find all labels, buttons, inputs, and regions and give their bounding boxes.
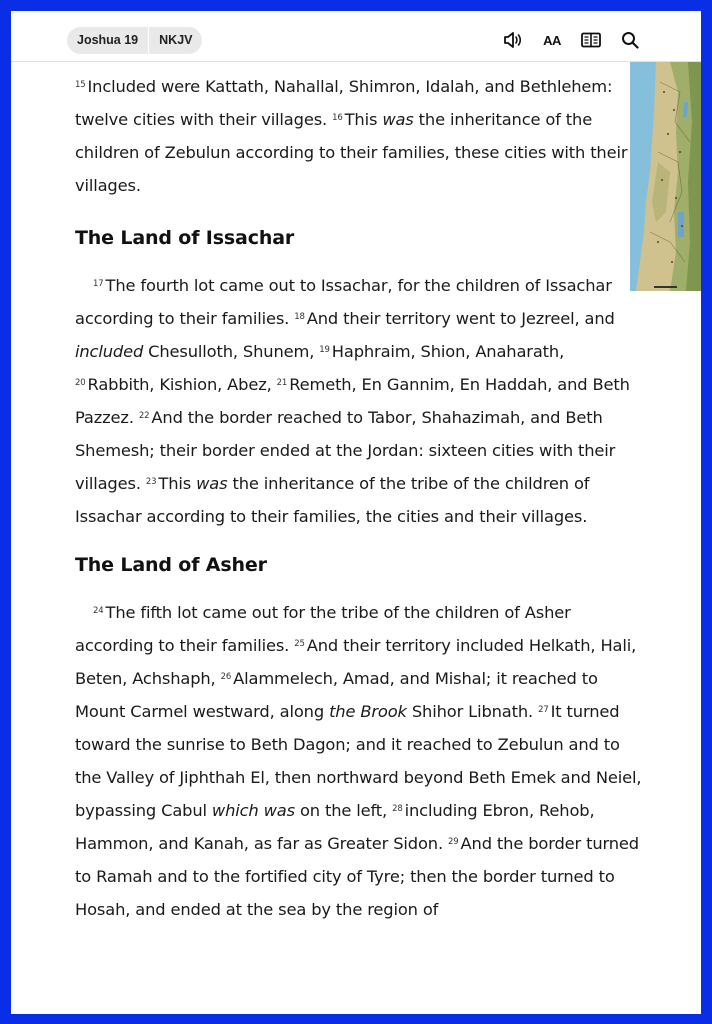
verse-number: 19 [319,345,330,355]
section-heading-issachar: The Land of Issachar [75,227,295,249]
paragraph-asher [75,596,645,926]
verse-text: including Ebron, Rehob, Hammon, and Kanah, as far as Greater Sidon. [75,801,595,853]
verse-text: And their territory included Helkath, Hali, Beten, Achshaph, [75,636,637,688]
verse-number: 16 [332,113,343,123]
verse-number: 23 [145,477,157,487]
verse-italic: included [75,342,144,361]
verse-number: 21 [276,378,288,388]
verse-text: And the border turned to Ramah and to the fortified city of Tyre; then the border turned to Hosah, and ended at the sea by the region of [75,834,639,919]
verse-text: It turned toward the sunrise to Beth Dagon; and it reached to Zebulun and to the Valley of Jiphthah El, then northward beyond Beth Emek and Neiel, bypassing Cabul [75,702,642,820]
paragraph-issachar [75,269,645,533]
version-button[interactable]: NKJV [159,33,193,47]
verse-text: on the left, [299,801,388,820]
verse-text: the inheritance of the tribe of the children of Issachar according to their families, the cities and their villages. [75,474,590,526]
verse-number: 29 [448,837,459,847]
verse-text: This [344,110,378,129]
verse-number: 22 [138,411,150,421]
search-icon[interactable] [619,29,641,51]
verse-text: And the border reached to Tabor, Shahazimah, and Beth Shemesh; their border ended at the Jordan: sixteen cities with their villages. [75,408,616,493]
verse-italic: which was [211,801,295,820]
book-icon[interactable] [580,29,602,51]
verse-text: Alammelech, Amad, and Mishal; it reached to Mount Carmel westward, along [75,669,598,721]
verse-text: Remeth, En Gannim, En Haddah, and Beth Pazzez. [75,375,630,427]
verse-number: 18 [294,312,305,322]
verse-text: Rabbith, Kishion, Abez, [87,375,272,394]
verse-number: 26 [220,672,232,682]
chapter-text [75,62,645,926]
verse-number: 20 [75,378,86,388]
verse-text: Chesulloth, Shunem, [148,342,315,361]
verse-text: Included were Kattath, Nahallal, Shimron, Idalah, and Bethlehem: twelve cities with their villages. [75,77,613,129]
verse-text: Shihor Libnath. [411,702,534,721]
paragraph-zebulun [75,62,645,202]
verse-number: 28 [392,804,403,814]
verse-text: the inheritance of the children of Zebulun according to their families, these cities with their villages. [75,110,628,195]
passage-selector [67,27,202,54]
book-chapter-button[interactable]: Joshua 19 [77,33,139,47]
speaker-icon[interactable] [502,29,524,51]
section-heading-asher: The Land of Asher [75,554,267,576]
verse-text: Haphraim, Shion, Anaharath, [331,342,565,361]
verse-text: And their territory went to Jezreel, and [306,309,615,328]
verse-italic: was [196,474,228,493]
verse-number: 24 [93,606,104,616]
text-size-icon[interactable]: AA [543,32,561,48]
verse-italic: was [382,110,414,129]
top-toolbar [11,11,701,62]
verse-number: 25 [294,639,305,649]
reader-window [11,11,701,1014]
verse-text: This [158,474,192,493]
verse-number: 27 [538,705,549,715]
verse-text: The fourth lot came out to Issachar, for the children of Issachar according to their families. [75,276,612,328]
verse-text: The fifth lot came out for the tribe of the children of Asher according to their families. [75,603,571,655]
toolbar-icons [502,29,641,51]
verse-number: 17 [93,279,104,289]
verse-italic: the Brook [329,702,407,721]
verse-number: 15 [75,80,86,90]
